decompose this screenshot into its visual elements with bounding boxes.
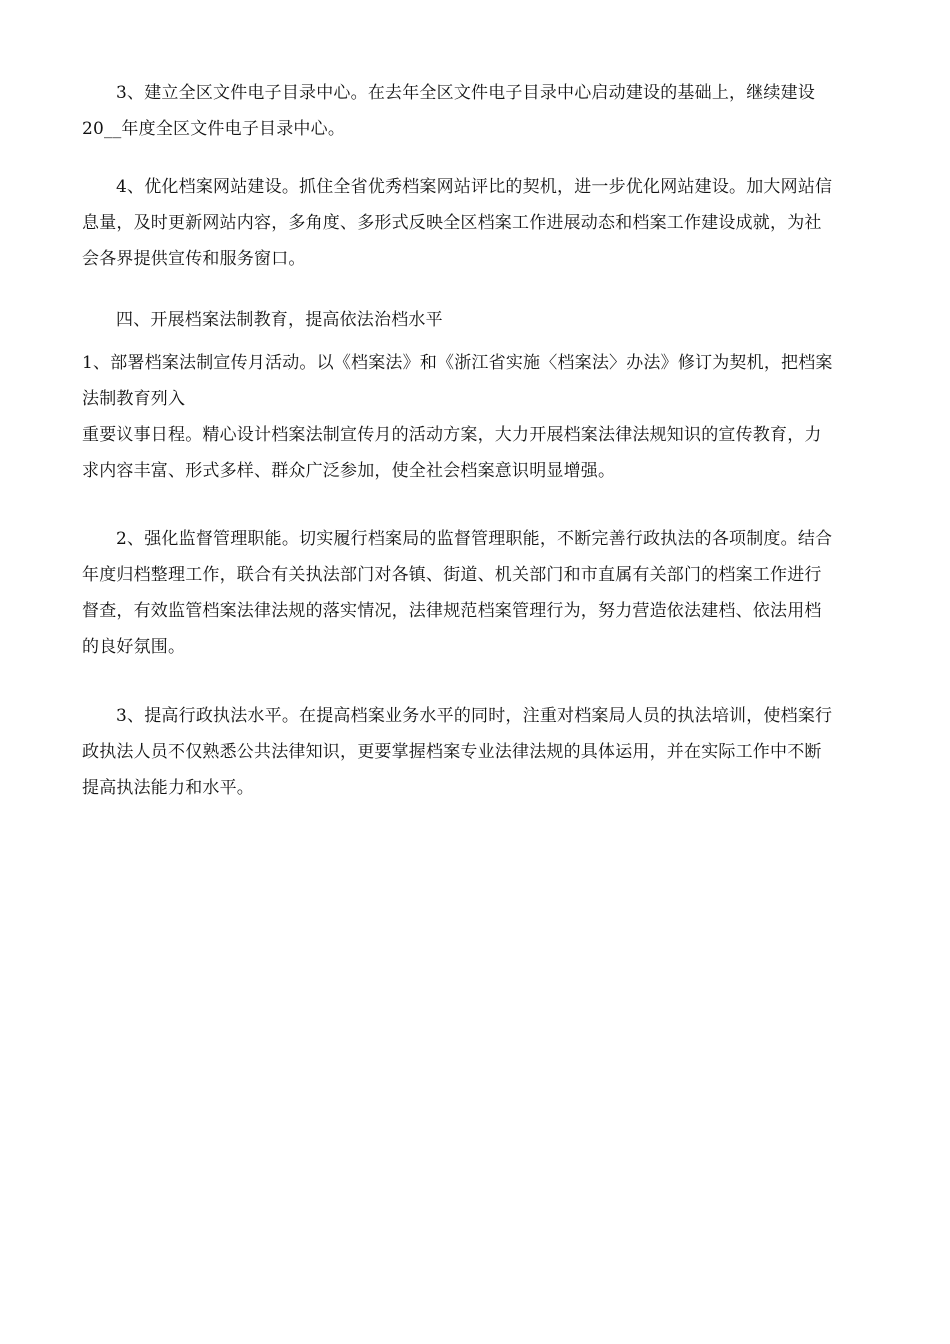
paragraph-item-4-website [82, 169, 872, 277]
paragraph-line: 会各界提供宣传和服务窗口。 [82, 249, 306, 269]
paragraph-line: 3、建立全区文件电子目录中心。在去年全区文件电子目录中心启动建设的基础上，继续建设 [116, 83, 816, 103]
paragraph-line: 1、部署档案法制宣传月活动。以《档案法》和《浙江省实施〈档案法〉办法》修订为契机，把档案 [82, 353, 833, 373]
paragraph-line: 求内容丰富、形式多样、群众广泛参加，使全社会档案意识明显增强。 [82, 461, 616, 481]
paragraph-line: 督查，有效监管档案法律法规的落实情况，法律规范档案管理行为，努力营造依法建档、依法用档 [82, 601, 822, 621]
paragraph-item-2-supervision [82, 521, 872, 665]
paragraph-line: 息量，及时更新网站内容，多角度、多形式反映全区档案工作进展动态和档案工作建设成就，为社 [82, 213, 822, 233]
section-heading-text: 四、开展档案法制教育，提高依法治档水平 [116, 310, 443, 330]
paragraph-line: 3、提高行政执法水平。在提高档案业务水平的同时，注重对档案局人员的执法培训，使档案行 [116, 706, 833, 726]
paragraph-item-3-enforcement [82, 698, 872, 806]
paragraph-line: 4、优化档案网站建设。抓住全省优秀档案网站评比的契机，进一步优化网站建设。加大网站信 [116, 177, 833, 197]
paragraph-line: 法制教育列入 [82, 389, 186, 409]
paragraph-line: 年度归档整理工作，联合有关执法部门对各镇、街道、机关部门和市直属有关部门的档案工作进行 [82, 565, 822, 585]
paragraph-line: 20__年度全区文件电子目录中心。 [82, 119, 346, 139]
paragraph-line: 政执法人员不仅熟悉公共法律知识，更要掌握档案专业法律法规的具体运用，并在实际工作中不断 [82, 742, 822, 762]
paragraph-line: 提高执法能力和水平。 [82, 778, 254, 798]
section-heading [82, 302, 872, 338]
paragraph-item-1-publicity-month [82, 345, 872, 489]
paragraph-line: 重要议事日程。精心设计档案法制宣传月的活动方案，大力开展档案法律法规知识的宣传教育，力 [82, 425, 822, 445]
paragraph-line: 2、强化监督管理职能。切实履行档案局的监督管理职能，不断完善行政执法的各项制度。结合 [116, 529, 833, 549]
paragraph-line: 的良好氛围。 [82, 637, 186, 657]
paragraph-item-3-directory-center [82, 75, 872, 147]
